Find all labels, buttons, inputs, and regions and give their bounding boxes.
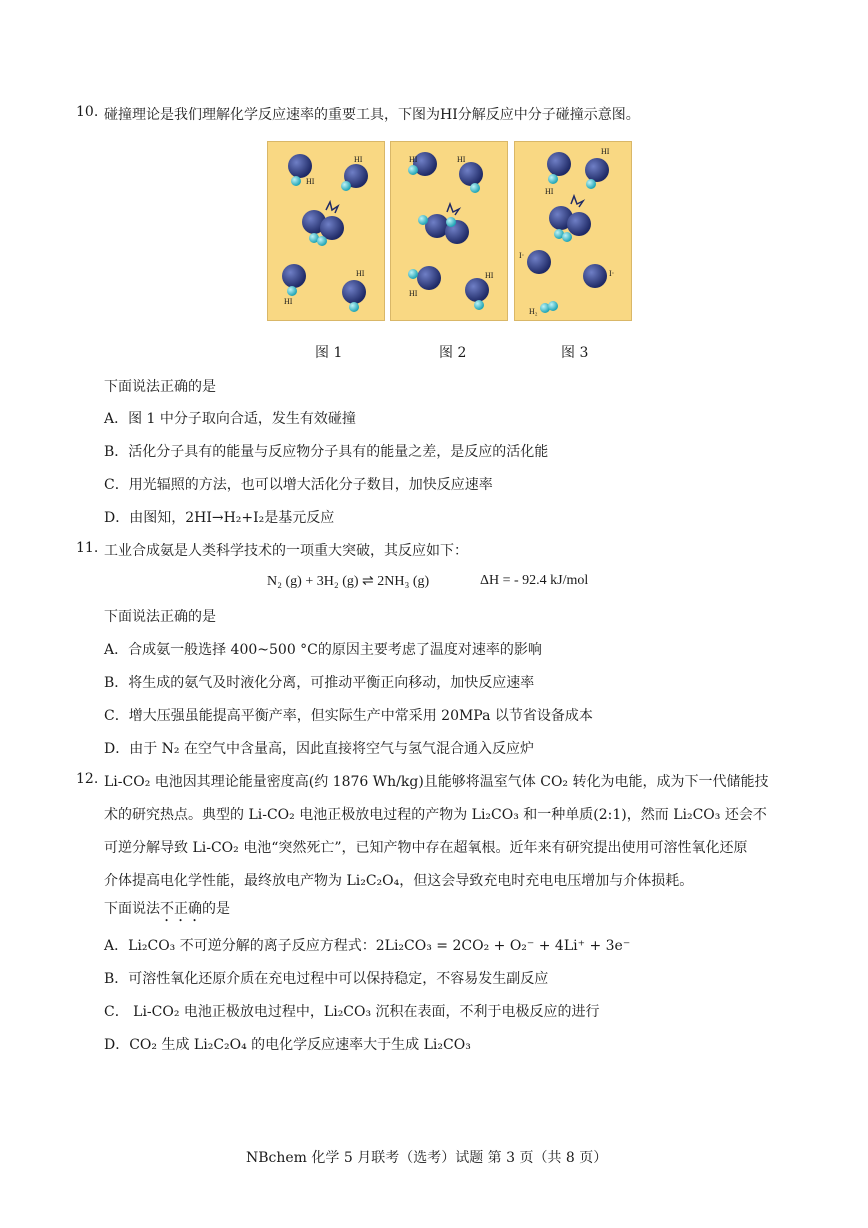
hydrogen-atom (446, 217, 456, 227)
question-11-stem: 工业合成氨是人类科学技术的一项重大突破，其反应如下： (104, 543, 468, 559)
iodine-atom (527, 250, 551, 274)
reaction-equation: N₂ (g) + 3H₂ (g) ⇌ 2NH₃ (g) (267, 574, 430, 589)
figure-caption-1: 图 1 (315, 345, 343, 361)
hydrogen-atom (548, 301, 558, 311)
hydrogen-atom (470, 183, 480, 193)
hydrogen-atom (548, 174, 558, 184)
iodine-atom (583, 264, 607, 288)
hydrogen-atom (474, 300, 484, 310)
question-10-stem: 碰撞理论是我们理解化学反应速率的重要工具，下图为HI分解反应中分子碰撞示意图。 (104, 107, 640, 123)
molecule-label: I· (609, 269, 615, 278)
molecule-label: HI (409, 289, 418, 298)
hydrogen-atom (586, 179, 596, 189)
iodine-atom (288, 154, 312, 178)
page-footer: NBchem 化学 5 月联考（选考）试题 第 3 页（共 8 页） (246, 1150, 608, 1166)
molecule-label: HI (601, 147, 610, 156)
question-number-12: 12. (76, 771, 99, 787)
reaction-enthalpy: ΔH = - 92.4 kJ/mol (480, 573, 589, 588)
collision-spark-icon (326, 202, 338, 213)
figure-1-panel (267, 141, 385, 321)
iodine-atom (417, 266, 441, 290)
iodine-atom (459, 162, 483, 186)
iodine-atom (465, 278, 489, 302)
question-12-line-2: 术的研究热点。典型的 Li-CO₂ 电池正极放电过程的产物为 Li₂CO₃ 和一种单质(2:1)，然而 Li₂CO₃ 还会不 (104, 807, 767, 823)
iodine-atom (547, 152, 571, 176)
question-10-option-d: D．由图知，2HI→H₂+I₂是基元反应 (104, 510, 335, 526)
question-11-option-c: C．增大压强虽能提高平衡产率，但实际生产中常采用 20MPa 以节省设备成本 (104, 708, 593, 724)
question-12-option-b: B．可溶性氧化还原介质在充电过程中可以保持稳定，不容易发生副反应 (104, 971, 549, 987)
figure-3-panel (514, 141, 632, 321)
iodine-atom (282, 264, 306, 288)
figure-caption-2: 图 2 (439, 345, 467, 361)
question-12-option-d: D．CO₂ 生成 Li₂C₂O₄ 的电化学反应速率大于生成 Li₂CO₃ (104, 1037, 471, 1053)
question-10-option-b: B．活化分子具有的能量与反应物分子具有的能量之差，是反应的活化能 (104, 444, 549, 460)
hydrogen-atom (349, 302, 359, 312)
molecule-label: HI (284, 297, 293, 306)
collision-diagram-1 (268, 142, 384, 320)
molecule-label: HI (457, 155, 466, 164)
iodine-atom (585, 158, 609, 182)
question-11-option-b: B．将生成的氨气及时液化分离，可推动平衡正向移动，加快反应速率 (104, 675, 535, 691)
question-12-prompt (104, 898, 230, 925)
prompt-suffix: 的是 (202, 901, 230, 917)
collision-spark-icon (571, 196, 583, 207)
question-12-option-c: C． Li-CO₂ 电池正极放电过程中，Li₂CO₃ 沉积在表面，不利于电极反应的进行 (104, 1004, 600, 1020)
molecule-label: HI (354, 155, 363, 164)
hydrogen-atom (287, 286, 297, 296)
question-number-11: 11. (76, 540, 99, 556)
question-10-option-c: C．用光辐照的方法，也可以增大活化分子数目，加快反应速率 (104, 477, 493, 493)
molecule-label: H₂ (529, 307, 538, 316)
hydrogen-atom (341, 181, 351, 191)
collision-diagram-2 (391, 142, 507, 320)
iodine-atom (342, 280, 366, 304)
question-11-option-d: D．由于 N₂ 在空气中含量高，因此直接将空气与氢气混合通入反应炉 (104, 741, 534, 757)
molecule-label: HI (356, 269, 365, 278)
collision-spark-icon (447, 204, 459, 215)
hydrogen-atom (408, 165, 418, 175)
prompt-emphasis: 不正确 (160, 901, 202, 917)
question-12-line-3: 可逆分解导致 Li-CO₂ 电池“突然死亡”，已知产物中存在超氧根。近年来有研究提出使用可溶性氧化还原 (104, 840, 748, 856)
question-12-line-1: Li-CO₂ 电池因其理论能量密度高(约 1876 Wh/kg)且能够将温室气体 CO₂ 转化为电能，成为下一代储能技 (104, 774, 769, 790)
prompt-prefix: 下面说法 (104, 901, 160, 917)
question-10-prompt: 下面说法正确的是 (104, 379, 216, 395)
question-12-line-4: 介体提高电化学性能，最终放电产物为 Li₂C₂O₄，但这会导致充电时充电电压增加与介体损耗。 (104, 873, 694, 889)
question-11-prompt: 下面说法正确的是 (104, 609, 216, 625)
collision-diagram-3 (515, 142, 631, 320)
question-11-option-a: A．合成氨一般选择 400~500 °C的原因主要考虑了温度对速率的影响 (104, 642, 542, 658)
hydrogen-atom (418, 215, 428, 225)
question-number-10: 10. (76, 104, 99, 120)
molecule-label: HI (306, 177, 315, 186)
hydrogen-atom (408, 269, 418, 279)
molecule-label: HI (409, 155, 418, 164)
question-12-option-a: A．Li₂CO₃ 不可逆分解的离子反应方程式：2Li₂CO₃ = 2CO₂ + O₂⁻ + 4Li⁺ + 3e⁻ (104, 938, 631, 954)
iodine-atom (567, 212, 591, 236)
hydrogen-atom (562, 232, 572, 242)
figure-caption-3: 图 3 (561, 345, 589, 361)
molecule-label: HI (545, 187, 554, 196)
hydrogen-atom (317, 236, 327, 246)
molecule-label: I· (519, 251, 525, 260)
question-10-option-a: A．图 1 中分子取向合适，发生有效碰撞 (104, 411, 356, 427)
hydrogen-atom (291, 176, 301, 186)
molecule-label: HI (485, 271, 494, 280)
figure-2-panel (390, 141, 508, 321)
